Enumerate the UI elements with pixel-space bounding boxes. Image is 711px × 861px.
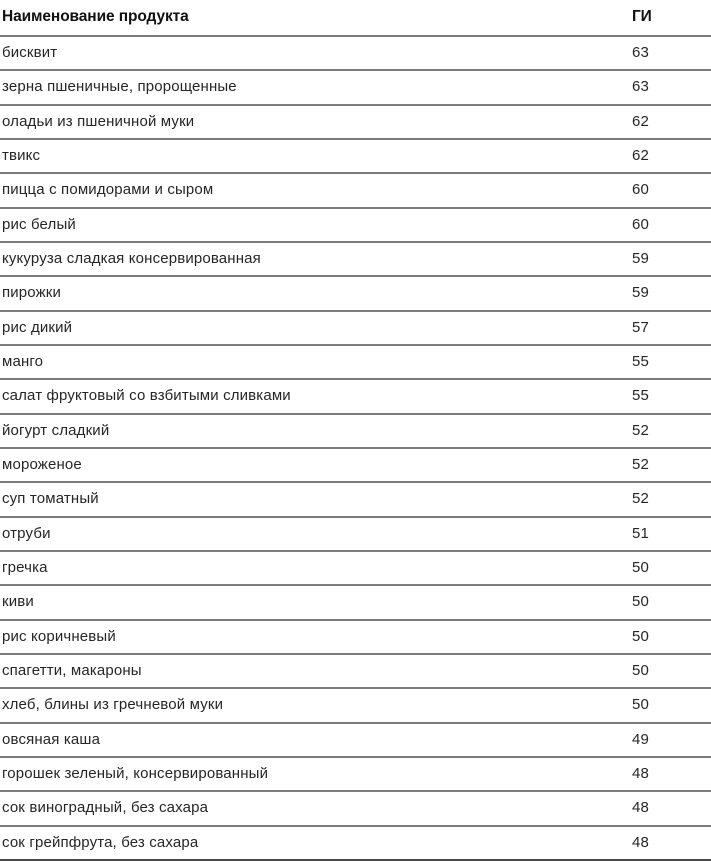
cell-gi-value: 49 (632, 730, 649, 748)
table-row (0, 380, 711, 414)
cell-product-name: бисквит (2, 44, 58, 62)
column-header-gi: ГИ (632, 8, 652, 25)
column-header-product-name: Наименование продукта (2, 8, 189, 25)
cell-product-name: гречка (2, 559, 48, 577)
table-row (0, 106, 711, 140)
cell-gi-value: 50 (632, 627, 649, 645)
cell-gi-value: 48 (632, 833, 649, 851)
cell-product-name: пирожки (2, 284, 62, 302)
cell-product-name: оладьи из пшеничной муки (2, 112, 195, 130)
cell-gi-value: 60 (632, 181, 649, 199)
table-row (0, 71, 711, 105)
cell-product-name: киви (2, 593, 34, 611)
cell-gi-value: 62 (632, 112, 649, 130)
cell-product-name: салат фруктовый со взбитыми сливками (2, 387, 291, 405)
cell-product-name: сок грейпфрута, без сахара (2, 833, 199, 851)
cell-product-name: мороженое (2, 456, 82, 474)
cell-gi-value: 50 (632, 593, 649, 611)
cell-product-name: овсяная каша (2, 730, 101, 748)
cell-gi-value: 57 (632, 318, 649, 336)
table-row (0, 792, 711, 826)
table-row (0, 552, 711, 586)
cell-product-name: отруби (2, 524, 51, 542)
table-row (0, 312, 711, 346)
cell-product-name: пицца с помидорами и сыром (2, 181, 214, 199)
cell-gi-value: 62 (632, 147, 649, 165)
table-row (0, 140, 711, 174)
cell-product-name: кукуруза сладкая консервированная (2, 250, 261, 268)
table-row (0, 449, 711, 483)
cell-product-name: рис коричневый (2, 627, 116, 645)
cell-product-name: хлеб, блины из гречневой муки (2, 696, 224, 714)
cell-gi-value: 59 (632, 284, 649, 302)
cell-gi-value: 48 (632, 765, 649, 783)
table-row (0, 586, 711, 620)
cell-gi-value: 52 (632, 421, 649, 439)
table-row (0, 243, 711, 277)
cell-gi-value: 55 (632, 387, 649, 405)
cell-gi-value: 51 (632, 524, 649, 542)
cell-gi-value: 63 (632, 44, 649, 62)
cell-product-name: зерна пшеничные, пророщенные (2, 78, 237, 96)
cell-gi-value: 63 (632, 78, 649, 96)
table-row (0, 37, 711, 71)
cell-product-name: спагетти, макароны (2, 662, 142, 680)
table-body (0, 37, 711, 861)
cell-product-name: твикс (2, 147, 41, 165)
cell-gi-value: 59 (632, 250, 649, 268)
cell-gi-value: 52 (632, 490, 649, 508)
cell-gi-value: 60 (632, 215, 649, 233)
cell-product-name: суп томатный (2, 490, 99, 508)
cell-product-name: рис дикий (2, 318, 73, 336)
table-row (0, 621, 711, 655)
table-row (0, 483, 711, 517)
table-row (0, 415, 711, 449)
cell-product-name: рис белый (2, 215, 76, 233)
cell-gi-value: 50 (632, 696, 649, 714)
cell-product-name: сок виноградный, без сахара (2, 799, 209, 817)
cell-gi-value: 48 (632, 799, 649, 817)
table-row (0, 209, 711, 243)
cell-gi-value: 50 (632, 559, 649, 577)
cell-product-name: горошек зеленый, консервированный (2, 765, 269, 783)
table-row (0, 758, 711, 792)
cell-gi-value: 50 (632, 662, 649, 680)
table-row (0, 655, 711, 689)
cell-product-name: манго (2, 353, 44, 371)
table-row (0, 174, 711, 208)
table-row (0, 724, 711, 758)
cell-product-name: йогурт сладкий (2, 421, 110, 439)
table-header-row (0, 0, 711, 37)
table-row (0, 689, 711, 723)
table-row (0, 346, 711, 380)
table-row (0, 827, 711, 861)
cell-gi-value: 55 (632, 353, 649, 371)
table-row (0, 277, 711, 311)
table-row (0, 518, 711, 552)
cell-gi-value: 52 (632, 456, 649, 474)
